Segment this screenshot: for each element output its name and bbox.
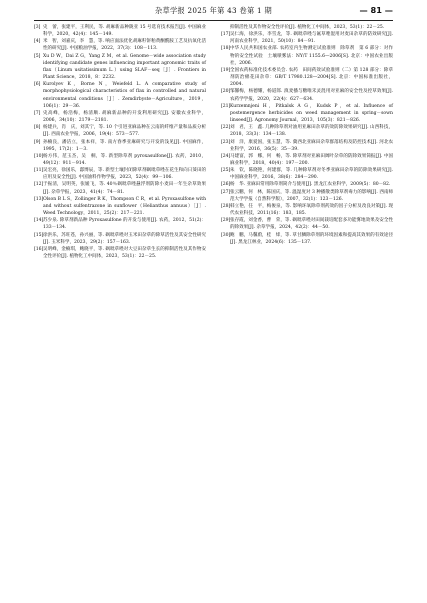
reference-number: [3] [34, 25, 41, 30]
reference-entry [221, 189, 393, 203]
reference-number: [6] [34, 82, 41, 88]
reference-text: 张存霞，刘金香，曹 荣，等. 砜吡草唑对田间栽培配套多功能雾地效果及安全性的除效果[J]. 杂草学报，2024，42(2)：44－50. [230, 218, 393, 231]
reference-text: 孙楠良，潘洁立，张本祥，等. 南方春季亚麻研究与开发的浅见[J]. 中国麻作，1995，17(2)：1－3. [43, 139, 206, 152]
reference-number: [24] [221, 153, 231, 159]
reference-text: Kurzemnjeni H，Pitkalsk A G，Kudsk P，et al. Influence of postemergence herbicides on weed management in spring－sown linseed[J]. Agronomy Journal，2013，105(3)：821－826. [230, 103, 393, 124]
reference-entry [221, 181, 393, 188]
reference-number: [18] [221, 46, 231, 52]
reference-entry [34, 153, 206, 167]
reference-entry [221, 24, 393, 31]
reference-entry [221, 232, 393, 246]
reference-number: [7] [34, 110, 41, 116]
reference-entry [34, 139, 206, 153]
reference-entry [34, 81, 206, 110]
reference-text: 全国农药标准化技术委员会. 农药 田间药效试验准则（二）第 128 部分：除草剂防治棉花田杂草：GB/T 17980.128—2004[S]. 北京：中国标准出版社，2004. [230, 67, 393, 88]
reference-text: Olson B L S，Zollinger R K，Thompson C R，et al. Pyroxasulfone with and without sulfentrazone in sunflower（Helianthus annuus）［J］. Weed Technology，2011，25(2)：217－221. [43, 196, 206, 217]
reference-number: [27] [221, 189, 231, 195]
reference-text: 刘 君，王 鑫. 几种除草剂对油用亚麻田杂草的效防除效果研究[J]. 山西科技，2018，33(3)：134－138. [230, 125, 393, 138]
reference-entry [34, 196, 206, 217]
reference-number: [30] [221, 232, 231, 238]
reference-entry [34, 167, 206, 181]
reference-number: [5] [34, 53, 41, 59]
reference-number: [29] [221, 218, 231, 224]
reference-text: 朱 钦，陈晓艳，何建群，等. 几种除草剂对冬季亚麻田杂草的防除效果研究[J]. 中国麻业科学，2016，38(6)：284－290. [230, 168, 393, 181]
reference-entry [221, 103, 393, 124]
reference-entry [34, 181, 206, 195]
reference-entry [221, 153, 393, 167]
page-header [34, 6, 393, 20]
reference-entry [34, 110, 206, 124]
reference-number: [15] [34, 232, 44, 238]
reference-text: Kurolyev K，Borne N，Weiefeld L. A comparative study of morphophysiological characteristics of flax in controlled and natural environmental conditions［J］. Zemdirbyste－Agriculture，2019，106(1)：29－36. [43, 82, 206, 109]
reference-text: 吴明峰，金楠琪，鲍晓平，等. 砜吡草唑对大豆田杂草生长的抑制活性及其作物安全性评价[J]. 植物化工中间体，2023，53(1)：22－25. [43, 246, 206, 259]
reference-text: 抑制活性及其作物安全性评价[J]. 植物化工中间体，2023，53(1)：22－25. [230, 25, 385, 30]
journal-title: 杂草学报 2025 年第 43 卷第 1 期 [154, 6, 272, 15]
reference-text: 米 智，刘嘉庆，李 慧，等. 响应面法优化胡麻籽饼粕黄酮酰胺工艺及抗氧化活性的研究[J]. 中国粮油学报，2022，37(3)：108－113. [43, 39, 206, 52]
reference-entry [221, 139, 393, 153]
reference-text: 杨建兵，肖 庆，刘其宁，等. 10 个引进亚麻品种在云南的纤维产量和品质分析[J]. 西南农业学报，2006，19(4)：573－577. [43, 125, 206, 138]
reference-text: 韩立艳，任 平，梅俊泉，等. 影响环氧除草剂药效的因子分析及改良对策[J]. 现代农业科技，2011(16)：183，185. [230, 203, 393, 217]
reference-number: [11] [34, 168, 44, 174]
page-number: — 81 — [359, 5, 393, 15]
reference-entry [34, 246, 206, 260]
reference-number: [14] [34, 218, 44, 224]
reference-number: [20] [221, 89, 231, 95]
reference-number: [13] [34, 196, 44, 202]
reference-text: 马建富，郭 娜，何 畅，等. 除草剂对亚麻田阔叶杂草的防除效果简报[J]. 中国麻业科学，2018，40(4)：197－200. [230, 153, 393, 166]
reference-entry [34, 217, 206, 231]
reference-text: 史 蕾，张建平，王利民，等. 胡麻新品种陇亚 15 号选育技术报告[J]. 中国麻业科学，2020，42(4)：145－149. [43, 25, 206, 38]
reference-text: Xu D W，Dai Z G，Yang Z M，et al. Genome－wide association study identifying candidate genes influencing important agronomic traits of flax（Linum usitatissimum L.）using SLAF－seq［J］. Frontiers in Plant Science，2018，8：2232. [43, 53, 206, 81]
reference-number: [10] [34, 153, 44, 159]
reference-entry [221, 31, 393, 45]
reference-number: [12] [34, 182, 44, 188]
reference-text: 于振清，吴明英，张媛飞，等. 40％砜吡草唑悬浮剂防除小麦田一年生杂草效果[J]. 杂草学报，2023，41(4)：74－81. [43, 182, 206, 195]
reference-number: [9] [34, 139, 41, 145]
reference-text: 刘 洋，康爱国，张玉慧，等. 冀西北亚麻田杂草群落结构及防控技术[J]. 河北农业科学，2016，36(5)：35－39. [230, 139, 393, 152]
reference-number: [19] [221, 67, 231, 73]
reference-entry [34, 232, 206, 246]
reference-entry [34, 38, 206, 52]
reference-number: [8] [34, 125, 41, 131]
reference-entry [221, 124, 393, 138]
reference-text: 中华人民共和国农业部. 农药室内生物测定试验准则 除草剂 第 6 部分：对作物的安全性试验 土壤喷雾法：NY/T 1155.6—2006[S]. 北京：中国农业出版社，2006. [230, 46, 393, 66]
reference-number: [23] [221, 139, 231, 145]
reference-entry [221, 217, 393, 231]
reference-entry [221, 88, 393, 102]
reference-text: 吴宏亮，徐国乐，邸博辰，等. 新型土壤封闭除草剂砜吡草唑在花生和向日葵田的应用及安全性[J]. 中国油料作物学报，2023，52(4)：99－106. [43, 168, 206, 181]
reference-entry [221, 167, 393, 181]
reference-text: 邹馨梅，杨德耀，杨道郎. 滇麦播与糖唯禾灵混用对亚麻的安全性及控草效果[J]. 农药学学报，2020，22(4)：627－634. [230, 89, 393, 102]
reference-number: [21] [221, 103, 231, 109]
reference-number: [28] [221, 203, 231, 209]
reference-entry [34, 124, 206, 138]
right-reference-column [221, 24, 393, 246]
reference-entry [221, 67, 393, 88]
reference-number: [25] [221, 168, 231, 174]
reference-text: 吴仁海，徐洪乐，李雪龙，等. 砜吡草唑与氟草唑混用对麦田杂草的防效研究[J]. 河南农业科学，2021，50(10)：84－91. [230, 32, 393, 45]
reference-text: 徐洪乐，苏旺苍，孙兴丽，等. 砜吡草唑对玉米田杂草的除草活性及其安全性研究[J]. 玉米科学，2023，29(2)：157－163. [43, 232, 206, 245]
reference-entry [34, 53, 206, 82]
reference-number: [17] [221, 32, 231, 38]
reference-entry [221, 203, 393, 217]
reference-text: 杨 华. 亚麻田常用除草剂简介与使用[J]. 黑龙江农业科学，2009(5)：80－82. [230, 182, 391, 188]
header-rule [34, 20, 393, 21]
reference-number: [4] [34, 39, 41, 45]
reference-number: [16] [34, 246, 44, 252]
left-reference-column [34, 24, 206, 260]
reference-text: 张云鹏，何 林，陈国庆，等. 温湿度对 3 种播散类除草剂毒力的影响[J]. 西南师范大学学报（自然科学版），2007，32(1)：123－126. [230, 189, 393, 202]
reference-text: 苏少泉. 除草剂新品种 Pyroxasulfone 的开发与使用[J]. 农药，2012，51(2)：133－134. [43, 218, 206, 231]
reference-text: 杨方伟，范玉杰，吴 桐，等. 新型除草剂 pyroxasulfone[J]. 农药，2010，49(12)：911－914. [43, 153, 206, 166]
reference-number: [26] [221, 182, 231, 188]
reference-entry [34, 24, 206, 38]
reference-number: [22] [221, 125, 231, 131]
reference-entry [221, 45, 393, 66]
reference-text: 史高峰，杨浩梅，杨清顺. 胡麻新品种的开发利用研究[J]. 安徽农业科学，2006，34(10)：2179－2181. [43, 110, 206, 124]
reference-text: 鲍 鹏，马馨蔚，桂 烽，等. 草甘膦除草剂的环境因素和提高其效果的有效途径[J]. 黑龙江林业，2024(6)：135－137. [230, 232, 393, 245]
